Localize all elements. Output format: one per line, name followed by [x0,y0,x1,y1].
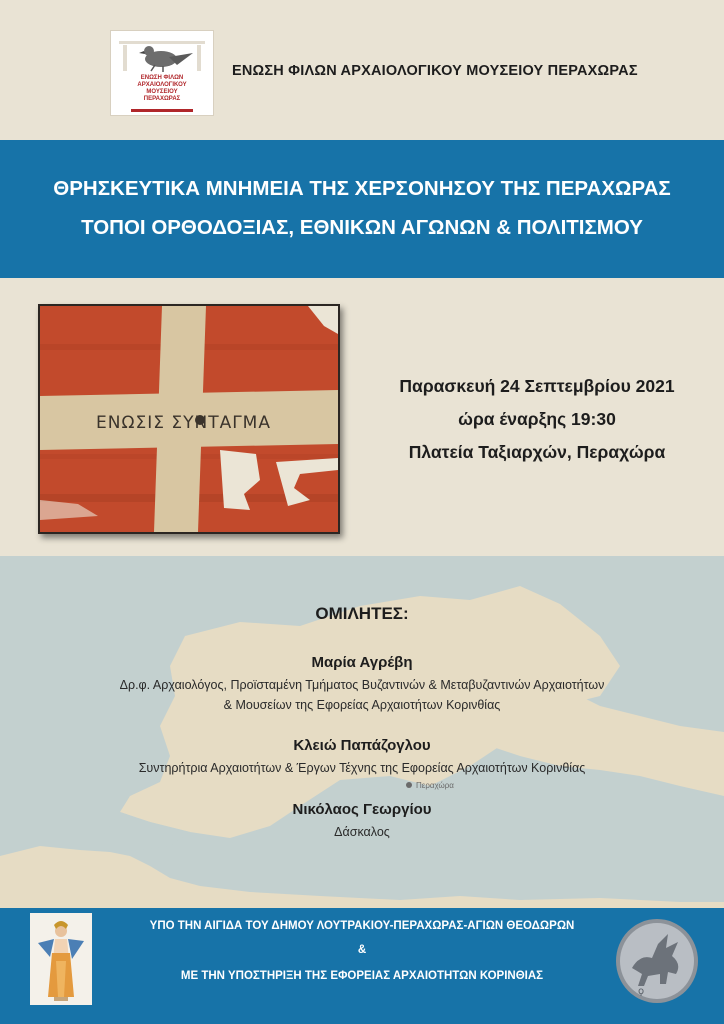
title-line-2: ΤΟΠΟΙ ΟΡΘΟΔΟΞΙΑΣ, ΕΘΝΙΚΩΝ ΑΓΩΝΩΝ & ΠΟΛΙΤΙΣΜΟΥ [81,216,643,239]
map-marker-icon [406,782,412,788]
pegasus-coin-icon [612,914,702,1011]
logo-text [111,75,213,103]
speaker-name: Νικόλαος Γεωργίου [292,801,432,818]
logo-line: ΑΡΧΑΙΟΛΟΓΙΚΟΥ [137,82,187,88]
footer-ampersand: & [357,944,367,956]
angel-figure-icon [30,913,92,1005]
speaker-role: & Μουσείων της Εφορείας Αρχαιοτήτων Κορινθίας [223,698,501,712]
speaker-role: Δάσκαλος [334,825,390,839]
footer-line-2: ΜΕ ΤΗΝ ΥΠΟΣΤΗΡΙΞΗ ΤΗΣ ΕΦΟΡΕΙΑΣ ΑΡΧΑΙΟΤΗΤΩΝ ΚΟΡΙΝΘΙΑΣ [180,970,544,982]
speaker-name: Κλειώ Παπάζογλου [293,737,431,754]
event-location: Πλατεία Ταξιαρχών, Περαχώρα [408,442,666,462]
flag-photo [38,304,340,534]
title-line-1: ΘΡΗΣΚΕΥΤΙΚΑ ΜΝΗΜΕΙΑ ΤΗΣ ΧΕΡΣΟΝΗΣΟΥ ΤΗΣ ΠΕΡΑΧΩΡΑΣ [53,177,671,200]
map-place-label: Περαχώρα [416,781,454,790]
speaker-name: Μαρία Αγρέβη [311,654,413,671]
svg-text:ϙ: ϙ [638,986,645,997]
flag-inscription: ΕΝΩΣΙΣ ΣΥΝΤΑΓΜΑ [96,413,271,433]
logo-line: ΠΕΡΑΧΩΡΑΣ [143,96,181,102]
association-logo [110,30,214,116]
speakers-heading: ΟΜΙΛΗΤΕΣ: [315,604,409,623]
logo-line: ΕΝΩΣΗ ΦΙΛΩΝ [140,75,184,81]
logo-line: ΜΟΥΣΕΙΟΥ [146,89,178,95]
speaker-role: Συντηρήτρια Αρχαιοτήτων & Έργων Τέχνης της Εφορείας Αρχαιοτήτων Κορινθίας [138,761,586,775]
footer-line-1: ΥΠΟ ΤΗΝ ΑΙΓΙΔΑ ΤΟΥ ΔΗΜΟΥ ΛΟΥΤΡΑΚΙΟΥ-ΠΕΡΑΧΩΡΑΣ-ΑΓΙΩΝ ΘΕΟΔΩΡΩΝ [149,920,575,932]
organization-name: ΕΝΩΣΗ ΦΙΛΩΝ ΑΡΧΑΙΟΛΟΓΙΚΟΥ ΜΟΥΣΕΙΟΥ ΠΕΡΑΧΩΡΑΣ [232,63,638,79]
event-date: Παρασκευή 24 Σεπτεμβρίου 2021 [399,376,675,396]
speaker-role: Δρ.φ. Αρχαιολόγος, Προϊσταμένη Τμήματος Βυζαντινών & Μεταβυζαντινών Αρχαιοτήτων [119,678,605,692]
title-banner [0,140,724,278]
event-time: ώρα έναρξης 19:30 [458,409,616,429]
